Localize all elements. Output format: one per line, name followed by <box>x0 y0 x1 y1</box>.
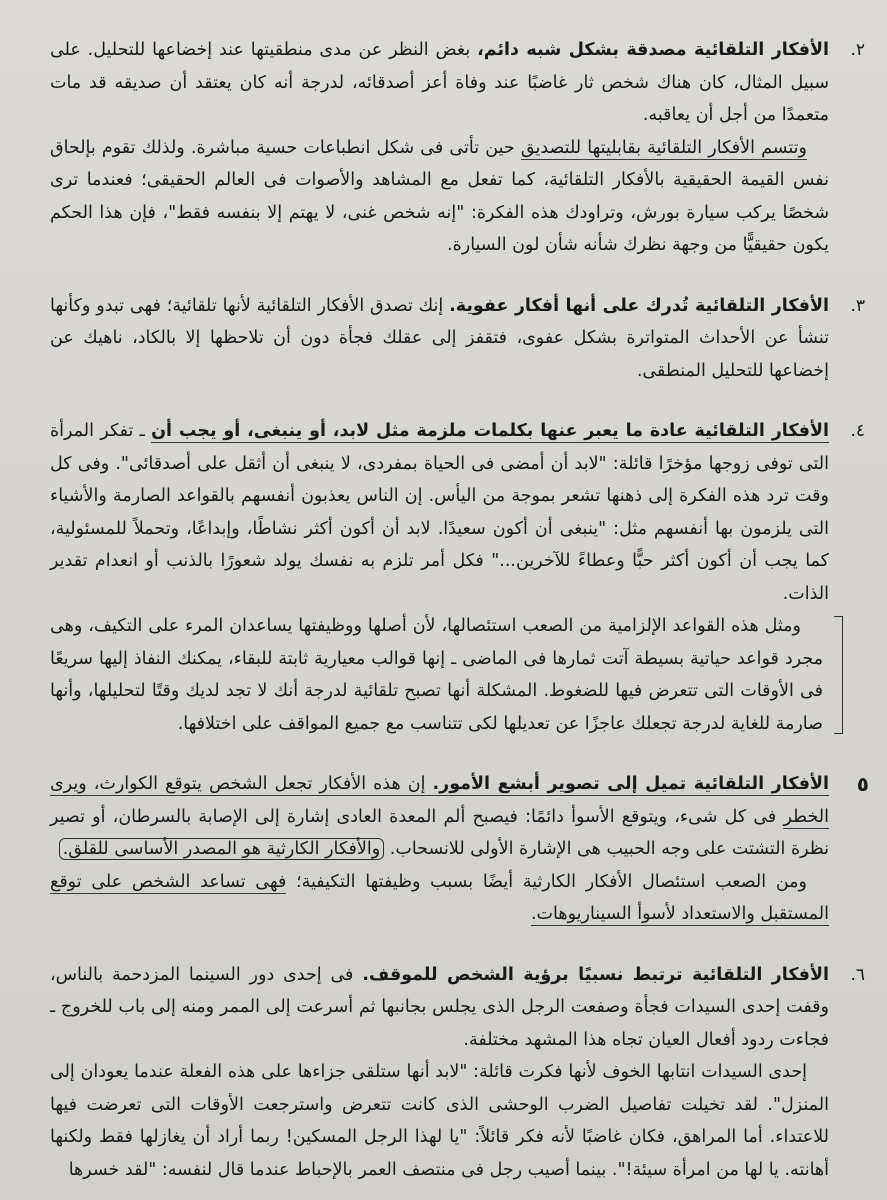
paragraph <box>50 768 829 866</box>
boxed-text: والأفكار الكارثية هو المصدر الأساسى للقلق. <box>59 838 385 860</box>
item-heading: الأفكار التلقائية تُدرك على أنها أفكار عفوية. <box>449 295 830 316</box>
list-item-3 <box>50 290 865 388</box>
underlined-text: وتتسم الأفكار التلقائية بقابليتها للتصديق <box>520 137 807 158</box>
underlined-text: فهى تساعد الشخص على توقع المستقبل والاستعداد لأسوأ السيناريوهات. <box>50 871 829 924</box>
paragraph <box>50 290 829 388</box>
paragraph-text: فى إحدى دور السينما المزدحمة بالناس، وقفت إحدى السيدات فجأة وصفعت الرجل الذى يجلس بجانبها ثم أسرعت إلى الممر ومنه إلى باب للخروج ـ فجاءت ردود أفعال العيان تجاه هذا المشهد مختلفة. <box>50 964 829 1050</box>
item-number: ٣. <box>850 295 865 316</box>
item-heading: الأفكار التلقائية ترتبط نسبيًا برؤية الشخص للموقف. <box>362 964 829 985</box>
list-item-6 <box>50 959 865 1187</box>
paragraph: إحدى السيدات انتابها الخوف لأنها فكرت قائلة: "لابد أنها ستلقى جزاءها على هذه الفعلة عندما يعودان إلى المنزل". لقد تخيلت تفاصيل الضرب الوحشى الذى كانت تتعرض واسترجعت الأوقات التى تعرضت فيها للاعتداء. أما المراهق، فكان غاضبًا لأنه فكر قائلاً: "يا لهذا الرجل المسكين! ربما أراد أن يغازلها فقط ولكنها أهانته. يا لها من امرأة سيئة!". بينما أصيب رجل فى منتصف العمر بالإحباط عندما قال لنفسه: "لقد خسرها <box>50 1062 829 1180</box>
list-item-2 <box>50 34 865 262</box>
paragraph-text: حين تأتى فى شكل انطباعات حسية مباشرة. ولذلك تقوم بإلحاق نفس القيمة الحقيقية بالأفكار التلقائية، كما تفعل مع المشاهد والأصوات فى العالم الحقيقى؛ فعندما ترى شخصًا يركب سيارة بورش، وتراودك هذه الفكرة: "إنه شخص غنى، لا يهتم إلا بنفسه فقط"، فإن هذا الحكم يكون حقيقيًّا من وجهة نظرك شأنه شأن لون السيارة. <box>50 137 829 255</box>
paragraph-text: فى كل شىء، ويتوقع الأسوأ دائمًا: فيصبح ألم المعدة العادى إشارة إلى الإصابة بالسرطان، أو تصير نظرة التشتت على وجه الحبيب هى الإشارة الأولى للانسحاب. <box>50 806 829 859</box>
item-number: ٢. <box>850 40 865 60</box>
paragraph-text: إنك تصدق الأفكار التلقائية لأنها تلقائية؛ فهى تبدو وكأنها تنشأ عن الأحداث المتواترة بشكل عفوى، فتقفز إلى عقلك فجأة دون أن تلاحظها إلا بالكاد، ناهيك عن إخضاعها للتحليل المنطقى. <box>50 295 829 381</box>
paragraph <box>50 959 829 1057</box>
bracketed-paragraph: ومثل هذه القواعد الإلزامية من الصعب استئصالها، لأن أصلها ووظيفتها يساعدان المرء على التكيف، وهى مجرد قواعد حياتية بسيطة آتت ثمارها فى الماضى ـ إنها قوالب معيارية ثابتة للبقاء، يمكنك النفاذ إليها سريعًا فى الأوقات التى تتعرض فيها للضغوط. المشكلة أنها تصبح تلقائية لدرجة أنك لا تجد لديك وقتًا لتحليلها، وأنها صارمة للغاية لدرجة تجعلك عاجزًا عن تعديلها لكى تتناسب مع جميع المواقف على اختلافها. <box>50 610 829 740</box>
paragraph-text: بغض النظر عن مدى منطقيتها عند إخضاعها للتحليل. على سبيل المثال، كان هناك شخص ثار غاضبًا عند وفاة أعز أصدقائه، لدرجة أنه كان يعتقد أن صديقه قد مات متعمدًا من أجل أن يعاقبه. <box>50 40 829 125</box>
item-heading: الأفكار التلقائية مصدقة بشكل شبه دائم، <box>477 40 830 60</box>
list-item-5 <box>50 768 869 931</box>
item-heading: الأفكار التلقائية عادة ما يعبر عنها بكلمات ملزمة مثل لابد، أو ينبغى، أو يجب أن <box>151 421 830 441</box>
underlined-text: إن هذه الأفكار تجعل الشخص يتوقع الكوارث، ويرى الخطر <box>50 774 829 827</box>
item-number: ٤. <box>850 421 865 441</box>
list-item-4 <box>50 415 865 740</box>
paragraph <box>50 866 829 931</box>
paragraph-text: ـ تفكر المرأة التى توفى زوجها مؤخرًا قائلة: "لابد أن أمضى فى الحياة بمفردى، لا ينبغى أن أثقل على أصدقائى". وفى كل وقت ترد هذه الفكرة إلى ذهنها تشعر بموجة من اليأس. إن الناس يعذبون أنفسهم بالقواعد الصارمة والأشياء التى يلزمون بها أنفسهم مثل: "ينبغى أن أكون سعيدًا. لابد أن أكون أكثر نشاطًا، وإبداعًا، وتحملاً للمسئولية، كما يجب أن أكون أكثر حبًّا وعطاءً للآخرين..." فكل أمر تلزم به نفسك يولد شعورًا بالذنب أو انعدام تقدير الذات. <box>50 421 829 604</box>
paragraph <box>50 34 829 132</box>
item-heading: الأفكار التلقائية تميل إلى تصوير أبشع الأمور. <box>432 774 829 794</box>
paragraph-text: ومن الصعب استئصال الأفكار الكارثية أيضًا بسبب وظيفتها التكيفية؛ <box>286 871 807 892</box>
item-number: ٦. <box>850 964 865 985</box>
paragraph <box>50 132 829 262</box>
handwritten-item-number: ٥ <box>856 772 869 796</box>
paragraph <box>50 415 829 610</box>
